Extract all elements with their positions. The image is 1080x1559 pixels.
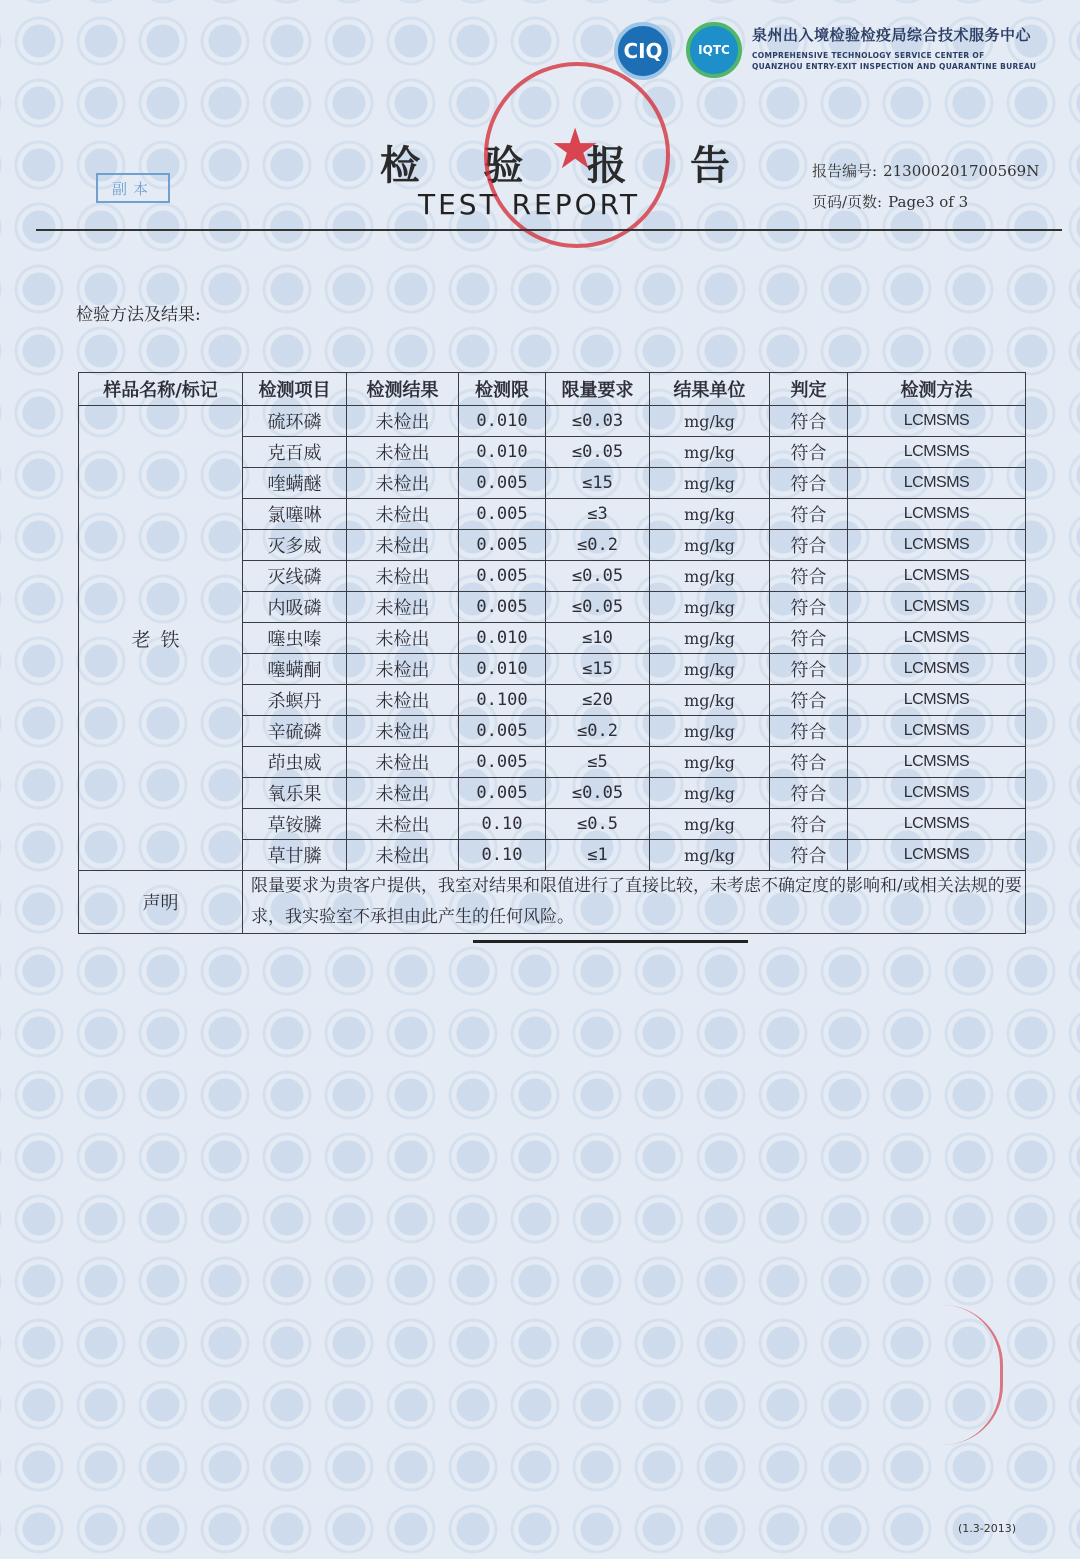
detection-limit: 0.005 [459, 561, 546, 592]
column-header: 检测限 [459, 373, 546, 406]
title-char: 验 [483, 142, 524, 189]
judgement: 符合 [770, 499, 848, 530]
test-method: LCMSMS [848, 499, 1026, 530]
test-item: 茚虫威 [243, 747, 347, 778]
test-result: 未检出 [347, 747, 459, 778]
result-unit: mg/kg [650, 592, 770, 623]
judgement: 符合 [770, 840, 848, 871]
limit-requirement: ≤5 [546, 747, 650, 778]
page-value: Page3 of 3 [888, 193, 969, 211]
sample-name: 老铁 [79, 406, 243, 871]
result-unit: mg/kg [650, 685, 770, 716]
detection-limit: 0.010 [459, 623, 546, 654]
limit-requirement: ≤15 [546, 468, 650, 499]
column-header: 检测结果 [347, 373, 459, 406]
column-header: 限量要求 [546, 373, 650, 406]
result-unit: mg/kg [650, 468, 770, 499]
detection-limit: 0.005 [459, 592, 546, 623]
judgement: 符合 [770, 809, 848, 840]
column-header: 检测方法 [848, 373, 1026, 406]
test-item: 硫环磷 [243, 406, 347, 437]
limit-requirement: ≤15 [546, 654, 650, 685]
copy-stamp: 副本 [96, 173, 170, 203]
detection-limit: 0.005 [459, 716, 546, 747]
limit-requirement: ≤0.05 [546, 561, 650, 592]
judgement: 符合 [770, 530, 848, 561]
detection-limit: 0.005 [459, 747, 546, 778]
column-header: 检测项目 [243, 373, 347, 406]
organization-name-en-line1: COMPREHENSIVE TECHNOLOGY SERVICE CENTER OF [752, 51, 985, 60]
iqtc-logo-icon: IQTC [686, 22, 742, 78]
seam-seal-fragment [940, 1305, 1003, 1445]
test-method: LCMSMS [848, 561, 1026, 592]
detection-limit: 0.005 [459, 778, 546, 809]
star-icon: ★ [550, 117, 601, 182]
test-method: LCMSMS [848, 654, 1026, 685]
page-indicator [812, 191, 968, 212]
test-method: LCMSMS [848, 623, 1026, 654]
column-header: 样品名称/标记 [79, 373, 243, 406]
test-result: 未检出 [347, 654, 459, 685]
title-char: 报 [586, 142, 627, 189]
detection-limit: 0.010 [459, 654, 546, 685]
test-result: 未检出 [347, 406, 459, 437]
judgement: 符合 [770, 468, 848, 499]
detection-limit: 0.010 [459, 406, 546, 437]
limit-requirement: ≤0.05 [546, 592, 650, 623]
result-unit: mg/kg [650, 716, 770, 747]
judgement: 符合 [770, 623, 848, 654]
test-item: 灭多威 [243, 530, 347, 561]
judgement: 符合 [770, 778, 848, 809]
test-method: LCMSMS [848, 778, 1026, 809]
test-method: LCMSMS [848, 809, 1026, 840]
test-result: 未检出 [347, 592, 459, 623]
section-heading: 检验方法及结果: [76, 305, 201, 325]
title-char: 检 [380, 142, 420, 189]
result-unit: mg/kg [650, 809, 770, 840]
test-item: 辛硫磷 [243, 716, 347, 747]
limit-requirement: ≤1 [546, 840, 650, 871]
test-item: 克百威 [243, 437, 347, 468]
test-method: LCMSMS [848, 468, 1026, 499]
report-number-label: 报告编号: [812, 162, 878, 180]
limit-requirement: ≤0.2 [546, 530, 650, 561]
table-row [79, 406, 1026, 437]
test-result: 未检出 [347, 840, 459, 871]
test-method: LCMSMS [848, 530, 1026, 561]
test-method: LCMSMS [848, 747, 1026, 778]
test-result: 未检出 [347, 716, 459, 747]
test-item: 氯噻啉 [243, 499, 347, 530]
form-code: (1.3-2013) [958, 1522, 1017, 1535]
test-method: LCMSMS [848, 840, 1026, 871]
result-unit: mg/kg [650, 654, 770, 685]
judgement: 符合 [770, 747, 848, 778]
limit-requirement: ≤0.03 [546, 406, 650, 437]
test-item: 杀螟丹 [243, 685, 347, 716]
result-unit: mg/kg [650, 623, 770, 654]
limit-requirement: ≤20 [546, 685, 650, 716]
test-method: LCMSMS [848, 685, 1026, 716]
test-result: 未检出 [347, 468, 459, 499]
test-method: LCMSMS [848, 437, 1026, 468]
detection-limit: 0.005 [459, 530, 546, 561]
test-item: 内吸磷 [243, 592, 347, 623]
detection-limit: 0.005 [459, 468, 546, 499]
results-table [78, 372, 1026, 934]
column-header: 判定 [770, 373, 848, 406]
limit-requirement: ≤0.2 [546, 716, 650, 747]
test-item: 噻虫嗪 [243, 623, 347, 654]
report-title-en: TEST REPORT [418, 188, 641, 221]
header-divider [36, 229, 1062, 231]
report-number [812, 160, 1039, 181]
result-unit: mg/kg [650, 499, 770, 530]
test-result: 未检出 [347, 778, 459, 809]
limit-requirement: ≤0.05 [546, 437, 650, 468]
test-method: LCMSMS [848, 406, 1026, 437]
ciq-logo-icon: CIQ [614, 22, 672, 80]
limit-requirement: ≤0.5 [546, 809, 650, 840]
test-result: 未检出 [347, 437, 459, 468]
test-item: 喹螨醚 [243, 468, 347, 499]
detection-limit: 0.100 [459, 685, 546, 716]
judgement: 符合 [770, 437, 848, 468]
limit-requirement: ≤0.05 [546, 778, 650, 809]
result-unit: mg/kg [650, 530, 770, 561]
result-unit: mg/kg [650, 561, 770, 592]
result-unit: mg/kg [650, 406, 770, 437]
test-result: 未检出 [347, 530, 459, 561]
official-seal [484, 62, 670, 248]
organization-name-cn: 泉州出入境检验检疫局综合技术服务中心 [752, 26, 1032, 44]
statement-label: 声明 [79, 871, 243, 934]
limit-requirement: ≤3 [546, 499, 650, 530]
statement-row [79, 871, 1026, 934]
judgement: 符合 [770, 561, 848, 592]
result-unit: mg/kg [650, 840, 770, 871]
title-char: 告 [689, 142, 730, 189]
test-item: 噻螨酮 [243, 654, 347, 685]
column-header: 结果单位 [650, 373, 770, 406]
judgement: 符合 [770, 592, 848, 623]
result-unit: mg/kg [650, 747, 770, 778]
detection-limit: 0.010 [459, 437, 546, 468]
test-result: 未检出 [347, 809, 459, 840]
end-of-report-line [473, 940, 748, 943]
test-result: 未检出 [347, 623, 459, 654]
test-result: 未检出 [347, 499, 459, 530]
test-item: 草甘膦 [243, 840, 347, 871]
test-method: LCMSMS [848, 716, 1026, 747]
test-item: 灭线磷 [243, 561, 347, 592]
test-method: LCMSMS [848, 592, 1026, 623]
test-result: 未检出 [347, 561, 459, 592]
test-item: 草铵膦 [243, 809, 347, 840]
report-number-value: 213000201700569N [883, 162, 1040, 180]
judgement: 符合 [770, 654, 848, 685]
test-result: 未检出 [347, 685, 459, 716]
judgement: 符合 [770, 716, 848, 747]
judgement: 符合 [770, 406, 848, 437]
statement-text: 限量要求为贵客户提供，我室对结果和限值进行了直接比较，未考虑不确定度的影响和/或相关法规的要求，我实验室不承担由此产生的任何风险。 [243, 871, 1026, 934]
result-unit: mg/kg [650, 437, 770, 468]
detection-limit: 0.005 [459, 499, 546, 530]
organization-name-en-line2: QUANZHOU ENTRY-EXIT INSPECTION AND QUARANTINE BUREAU [752, 62, 1037, 71]
test-item: 氧乐果 [243, 778, 347, 809]
table-header-row [79, 373, 1026, 406]
judgement: 符合 [770, 685, 848, 716]
detection-limit: 0.10 [459, 840, 546, 871]
limit-requirement: ≤10 [546, 623, 650, 654]
detection-limit: 0.10 [459, 809, 546, 840]
page-label: 页码/页数: [812, 193, 883, 211]
result-unit: mg/kg [650, 778, 770, 809]
